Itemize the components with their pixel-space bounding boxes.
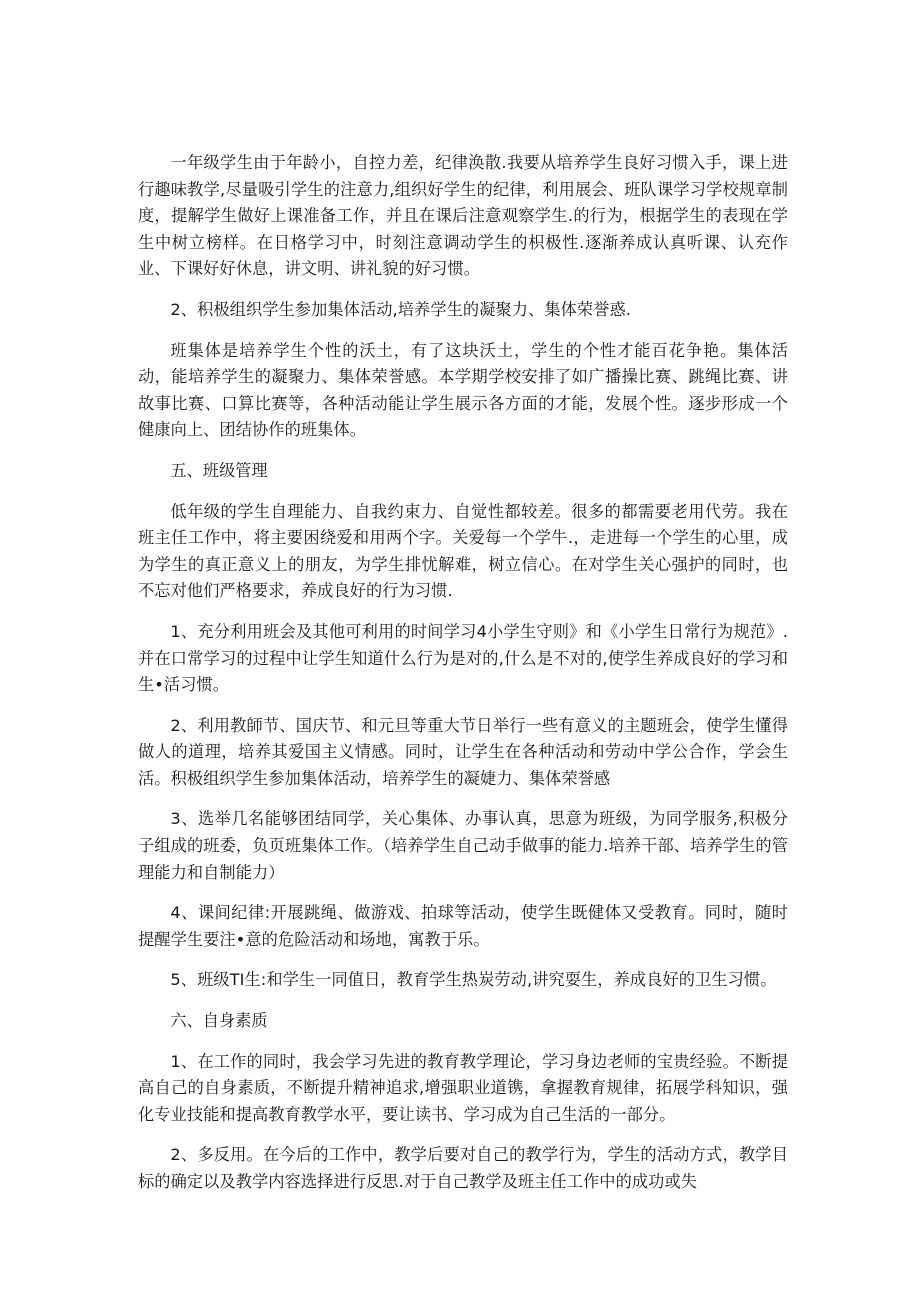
paragraph-point-1-rules: 1、充分利用班会及其他可利用的时间学习4小学生守则》和《小学生日常行为规范》.并在口常学习的过程中让学生知道什么行为是对的,什么是不对的,使学生养成良好的学习和生•活习惯。 xyxy=(138,621,788,695)
paragraph-point-4-recess: 4、课间纪律:开展跳绳、做游戏、拍球等活动，使学生既健体又受教育。同时，随时提醒学生要注•意的危险活动和场地，寓教于乐。 xyxy=(138,903,788,949)
paragraph-point-3-committee: 3、选举几名能够团结同学，关心集体、办事认真，思意为班级，为同学服务,积极分子组成的班委，负页班集体工作。（培养学生自己动手做事的能力.培养干部、培养学生的管理能力和自制能力） xyxy=(138,809,788,882)
document-page xyxy=(138,150,788,1210)
paragraph-point-5-hygiene: 5、班级TI生:和学生一同值日，教育学生热炭劳动,讲究耍生，养成良好的卫生习惯。 xyxy=(170,970,777,990)
paragraph-point-2-activities: 2、积极组织学生参加集体活动,培养学生的凝聚力、集体荣誉惑. xyxy=(170,299,632,319)
paragraph-point-1-learning: 1、在工作的同时，我会学习先进的教育教学理论，学习身边老师的宝贵经验。不断提高自己的自身素质，不断提升精神追求,增强职业道镌，拿握教育规律，拓展学科知识，强化专业技能和提高教育教学水平，要让读书、学习成为自己生活的一部分。 xyxy=(138,1051,788,1124)
paragraph-point-2-holidays: 2、利用教師节、国庆节、和元旦等重大节日举行一些有意义的主题班会，使学生懂得做人的道理，培养其爱国主义情感。同时，让学生在各种活动和劳动中学公合作，学会生活。积极组织学生参加集体活动，培养学生的凝婕力、集体荣誉感 xyxy=(138,715,788,788)
section-heading-class-management: 五、班级管理 xyxy=(170,460,268,480)
paragraph-class-collective: 班集体是培养学生个性的沃土，有了这块沃土，学生的个性才能百花争艳。集体活动，能培养学生的凝聚力、集体荣誉感。本学期学校安排了如广播操比赛、跳绳比赛、讲故事比赛、口算比赛等，各种活动能让学生展示各方面的才能，发展个性。逐步形成一个健康向上、团结协作的班集体。 xyxy=(138,340,788,440)
paragraph-self-management: 低年级的学生自理能力、自我约束力、自觉性都较差。很多的都需要老用代劳。我在班主任工作中，将主要困绕爱和用两个字。关爱每一个学牛.，走进每一个学生的心里，成为学生的真正意义上的朋友，为学生排忧解难，树立信心。在对学生关心强护的同时，也不忘对他们严格要求，养成良好的行为习惯. xyxy=(138,501,788,601)
section-heading-self-quality: 六、自身素质 xyxy=(170,1011,268,1031)
paragraph-point-2-reflection: 2、多反用。在今后的工作中，教学后要对自己的教学行为，学生的活动方式，教学目标的确定以及教学内容选择进行反思.对于自己教学及班主任工作中的成功或失 xyxy=(138,1145,788,1191)
paragraph-habits: 一年级学生由于年龄小，自控力差，纪律涣散.我要从培养学生良好习惯入手，课上进行趣味教学,尽量吸引学生的注意力,组织好学生的纪律，利用展会、班队课学习学校规章制度，提解学生做好上课准备工作，并且在课后注意观察学生.的行为，根据学生的表现在学生中树立榜样。在日格学习中，时刻注意调动学生的枳极性.逐渐养成认真听课、认充作业、下课好好休息，讲文明、讲礼貌的好习惯。 xyxy=(138,153,788,279)
